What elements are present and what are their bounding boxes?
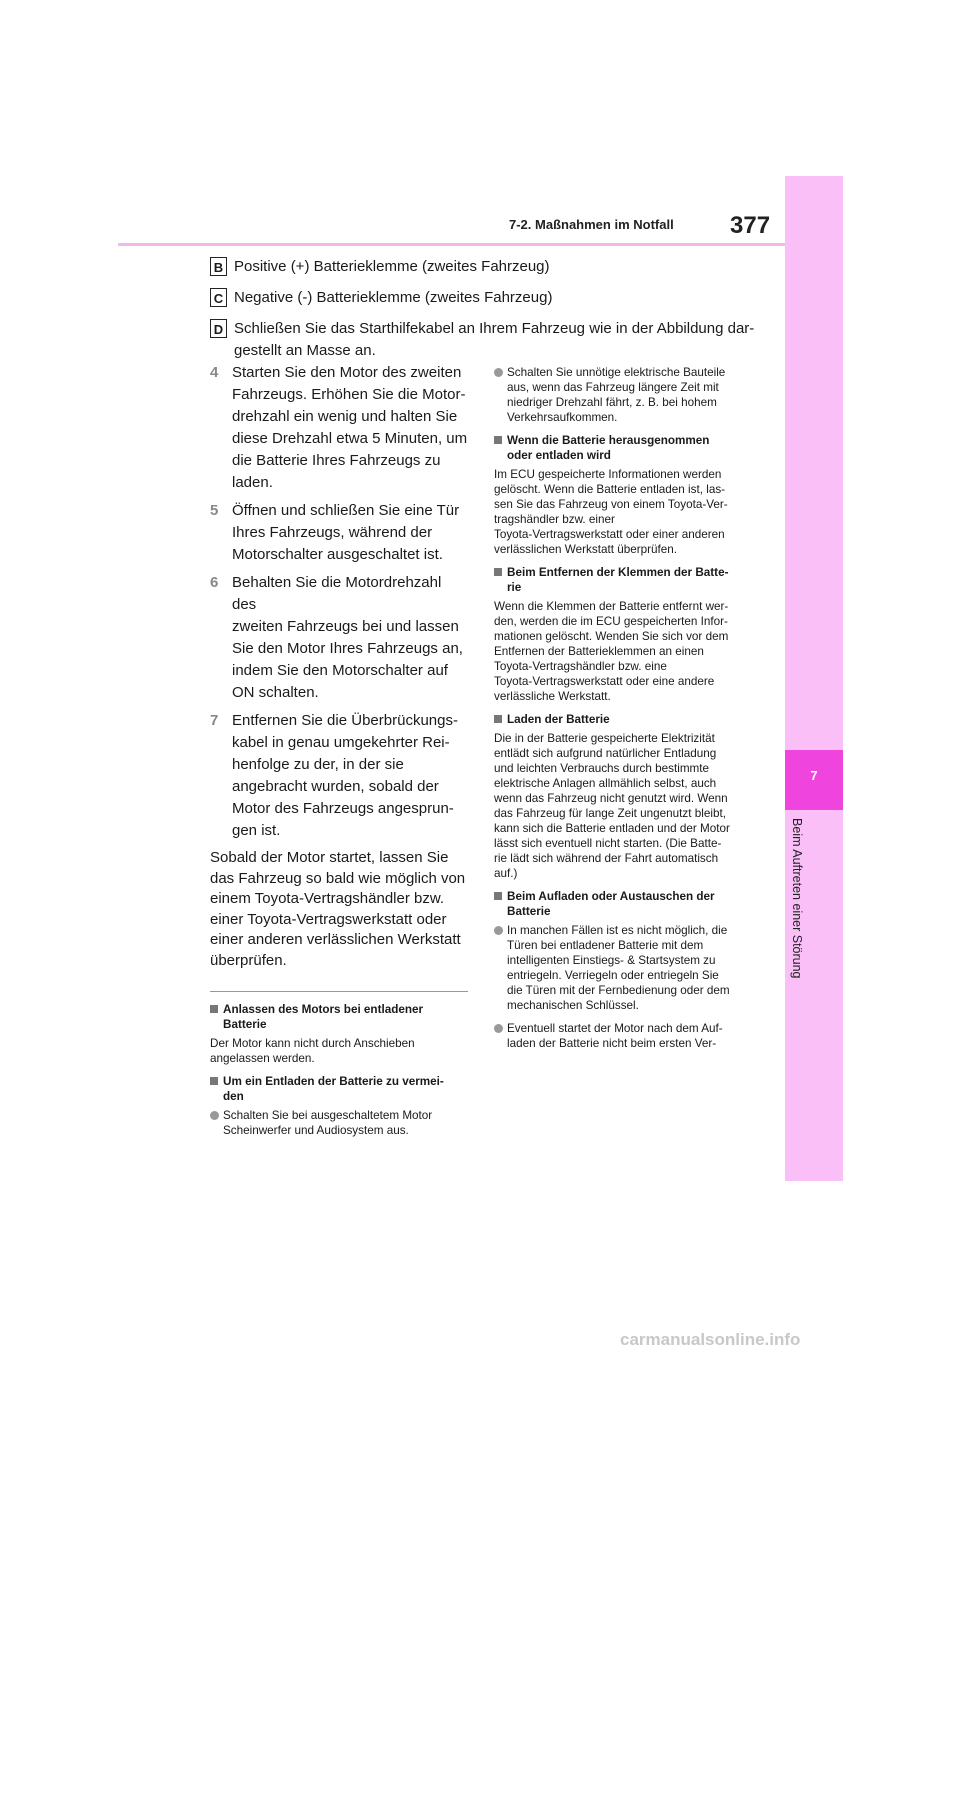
note-heading: Beim Aufladen oder Austauschen der Batterie [494,889,756,919]
step-number: 6 [210,574,219,591]
circle-bullet-icon [494,926,503,935]
label-text: Negative (-) Batterieklemme (zweites Fahrzeug) [234,289,553,306]
notes-divider [210,991,468,992]
step-item [210,572,468,704]
circle-bullet-icon [210,1111,219,1120]
square-bullet-icon [494,568,502,576]
note-bullet: Eventuell startet der Motor nach dem Auf- laden der Batterie nicht beim ersten Ver- [494,1021,756,1051]
note-heading: Wenn die Batterie herausgenommen oder entladen wird [494,433,756,463]
note-paragraph: Der Motor kann nicht durch Anschieben angelassen werden. [210,1037,415,1065]
closing-paragraph: Sobald der Motor startet, lassen Sie das Fahrzeug so bald wie möglich von einem Toyota-Vertragshändler bzw. einer Toyota-Vertragswerkstatt oder einer anderen verlässlichen Werkstatt überprüfen. [210,849,466,969]
note-bullet: Schalten Sie bei ausgeschaltetem Motor Scheinwerfer und Audiosystem aus. [210,1108,468,1138]
step-text: Öffnen und schließen Sie eine Tür Ihres Fahrzeugs, während der Motorschalter ausgeschaltet ist. [232,502,460,563]
note-heading: Beim Entfernen der Klemmen der Batte- rie [494,565,756,595]
square-bullet-icon [494,436,502,444]
step-number: 5 [210,502,219,519]
right-column [494,365,756,1059]
circle-bullet-icon [494,1024,503,1033]
label-item [210,318,770,362]
step-number: 4 [210,364,219,381]
step-text: Starten Sie den Motor des zweiten Fahrzeugs. Erhöhen Sie die Motor- drehzahl ein wenig und halten Sie diese Drehzahl etwa 5 Minuten, um die Batterie Ihres Fahrzeugs zu laden. [232,364,468,491]
step-number: 7 [210,712,219,729]
circle-bullet-icon [494,368,503,377]
label-item [210,287,770,309]
step-text: Entfernen Sie die Überbrückungs- kabel in genau umgekehrter Rei- henfolge zu der, in der sie angebracht wurden, sobald der Motor des Fahrzeugs angesprun- gen ist. [232,712,458,839]
note-bullet: In manchen Fällen ist es nicht möglich, die Türen bei entladener Batterie mit dem intelligenten Einstiegs- & Startsystem zu entriegeln. Verriegeln oder entriegeln Sie die Türen mit der Fernbedienung oder dem mechanischen Schlüssel. [494,923,756,1013]
header-divider [118,243,785,246]
note-bullet: Schalten Sie unnötige elektrische Bauteile aus, wenn das Fahrzeug längere Zeit mit niedriger Drehzahl fährt, z. B. bei hohem Verkehrsaufkommen. [494,365,756,425]
label-text: Positive (+) Batterieklemme (zweites Fahrzeug) [234,258,550,275]
label-list [210,256,770,371]
square-bullet-icon [494,892,502,900]
note-paragraph: Wenn die Klemmen der Batterie entfernt wer- den, werden die im ECU gespeicherten Infor- mationen gelöscht. Wenden Sie sich vor dem Entfernen der Batterieklemmen an einen Toyota-Vertragshändler bzw. eine Toyota-Vertragswerkstatt oder eine andere verlässliche Werkstatt. [494,600,729,703]
note-paragraph: Die in der Batterie gespeicherte Elektrizität entlädt sich aufgrund natürlicher Entladung und leichten Verbrauchs durch bestimmte elektrische Anlagen allmählich selbst, auch wenn das Fahrzeug nicht genutzt wird. Wenn das Fahrzeug für lange Zeit ungenutzt bleibt, kann sich die Batterie entladen und der Motor lässt sich eventuell nicht starten. (Die Batte- rie lädt sich während der Fahrt automatisch auf.) [494,732,730,880]
label-item [210,256,770,278]
label-letter: D [210,319,227,338]
square-bullet-icon [210,1077,218,1085]
note-heading: Um ein Entladen der Batterie zu vermei- den [210,1074,468,1104]
note-heading: Anlassen des Motors bei entladener Batterie [210,1002,468,1032]
chapter-title: Beim Auftreten einer Störung [790,818,804,979]
section-title: 7-2. Maßnahmen im Notfall [509,217,674,232]
step-text: Behalten Sie die Motordrehzahl des zweiten Fahrzeugs bei und lassen Sie den Motor Ihres Fahrzeugs an, indem Sie den Motorschalter auf ON schalten. [232,574,463,701]
chapter-number: 7 [810,768,818,783]
square-bullet-icon [494,715,502,723]
note-paragraph: Im ECU gespeicherte Informationen werden gelöscht. Wenn die Batterie entladen ist, las- sen Sie das Fahrzeug von einem Toyota-Ver- tragshändler bzw. einer Toyota-Vertragswerkstatt oder einer anderen verlässlichen Werkstatt überprüfen. [494,468,728,556]
step-item [210,500,468,566]
label-letter: B [210,257,227,276]
step-item [210,710,468,842]
note-heading: Laden der Batterie [494,712,756,727]
step-item [210,362,468,494]
watermark: carmanualsonline.info [620,1330,801,1349]
label-text: Schließen Sie das Starthilfekabel an Ihrem Fahrzeug wie in der Abbildung dar- gestellt an Masse an. [234,320,755,359]
label-letter: C [210,288,227,307]
left-column [210,362,468,1146]
page-number: 377 [730,212,771,239]
square-bullet-icon [210,1005,218,1013]
